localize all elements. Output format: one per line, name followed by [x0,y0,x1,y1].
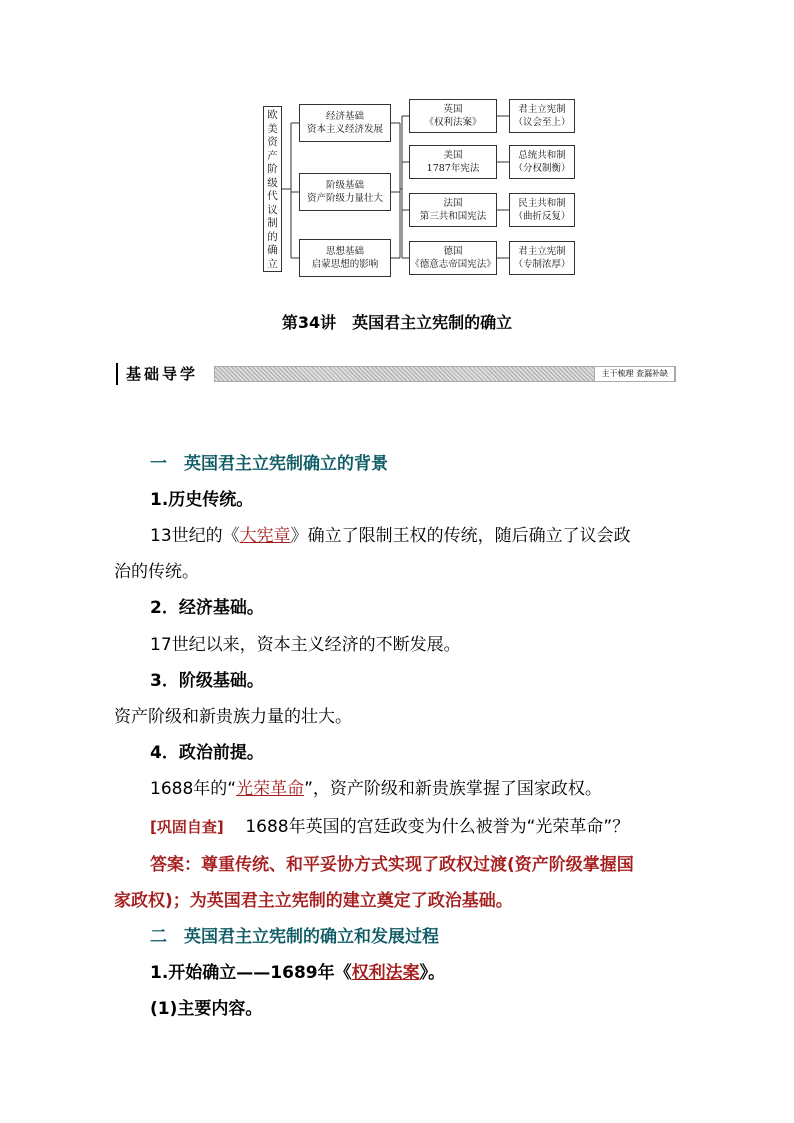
section1-item4-text [0,774,794,799]
system-name: 君主立宪制 [518,246,566,257]
country-document: 《权利法案》 [424,117,482,128]
system-box-germany [509,241,575,275]
section-banner [116,363,675,385]
ideological-basis-title: 思想基础 [325,246,364,257]
section1-item2-title: 2．经济基础。 [150,598,264,618]
self-check-answer-cont: 家政权)；为英国君主立宪制的建立奠定了政治基础。 [114,891,513,911]
country-name: 德国 [443,246,463,257]
system-box-france [509,193,575,227]
section1-item2-text: 17世纪以来，资本主义经济的不断发展。 [150,635,461,655]
banner-label: 基础导学 [116,363,198,385]
country-box-britain [409,99,497,133]
section2-item1 [0,958,794,983]
system-box-britain [509,99,575,133]
economic-basis-box [299,104,391,142]
answer-text: 尊重传统、和平妥协方式实现了政权过渡(资产阶级掌握国 [201,855,634,875]
section1-item3-title: 3．阶级基础。 [150,671,264,691]
system-feature: （曲折反复） [513,211,571,222]
self-check-tag: [巩固自查] [150,818,224,836]
system-name: 君主立宪制 [518,104,566,115]
country-name: 法国 [443,198,463,209]
section1-item1-title: 1.历史传统。 [150,490,254,510]
diagram-root-label: 欧 美 资 产 阶 级 代 议 制 的 确 立 [267,109,278,270]
system-name: 总统共和制 [518,150,566,161]
section1-item3-text: 资产阶级和新贵族力量的壮大。 [114,707,352,727]
fill-in-answer: 权利法案 [351,963,420,983]
country-name: 美国 [443,150,463,161]
fill-in-answer: 光荣革命 [236,779,305,799]
country-box-usa [409,145,497,179]
section1-item4-title: 4．政治前提。 [150,743,264,763]
system-feature: （分权制衡） [513,163,571,174]
lecture-title: 第34讲 英国君主立宪制的确立 [281,313,513,332]
class-basis-box [299,173,391,211]
country-name: 英国 [443,104,463,115]
diagram-root-box [263,106,282,272]
self-check-question-text: 1688年英国的宫廷政变为什么被誉为“光荣革命”？ [245,817,630,837]
section1-item1-text [0,521,794,546]
text-segment: ”，资产阶级和新贵族掌握了国家政权。 [304,779,602,799]
text-segment: 》确立了限制王权的传统，随后确立了议会政 [290,526,631,546]
section1-heading: 一 英国君主立宪制确立的背景 [150,454,388,474]
section2-heading: 二 英国君主立宪制的确立和发展过程 [150,927,439,947]
text-segment: 13世纪的《 [150,526,240,546]
country-document: 《德意志帝国宪法》 [410,259,496,270]
class-basis-text: 资产阶级力量壮大 [306,193,383,204]
self-check-question [0,812,794,837]
economic-basis-text: 资本主义经济发展 [306,124,383,135]
class-basis-title: 阶级基础 [325,180,364,191]
self-check-answer [0,850,794,875]
section2-sub1: (1)主要内容。 [150,999,263,1019]
system-name: 民主共和制 [518,198,566,209]
banner-tag: 主干梳理 查漏补缺 [594,366,675,382]
text-segment: 》。 [419,963,446,983]
country-box-germany [409,241,497,275]
ideological-basis-text: 启蒙思想的影响 [311,259,379,270]
text-segment: 1688年的“ [150,779,237,799]
text-segment: 1.开始确立——1689年《 [150,963,352,983]
structure-diagram [263,96,579,278]
answer-label: 答案： [150,855,201,875]
country-document: 1787年宪法 [426,163,480,174]
ideological-basis-box [299,239,391,277]
fill-in-answer: 大宪章 [239,526,291,546]
system-feature: （议会至上） [513,117,571,128]
section1-item1-text-cont: 治的传统。 [114,562,199,582]
system-box-usa [509,145,575,179]
economic-basis-title: 经济基础 [325,111,364,122]
country-box-france [409,193,497,227]
system-feature: （专制浓厚） [513,259,571,270]
country-document: 第三共和国宪法 [419,211,487,222]
